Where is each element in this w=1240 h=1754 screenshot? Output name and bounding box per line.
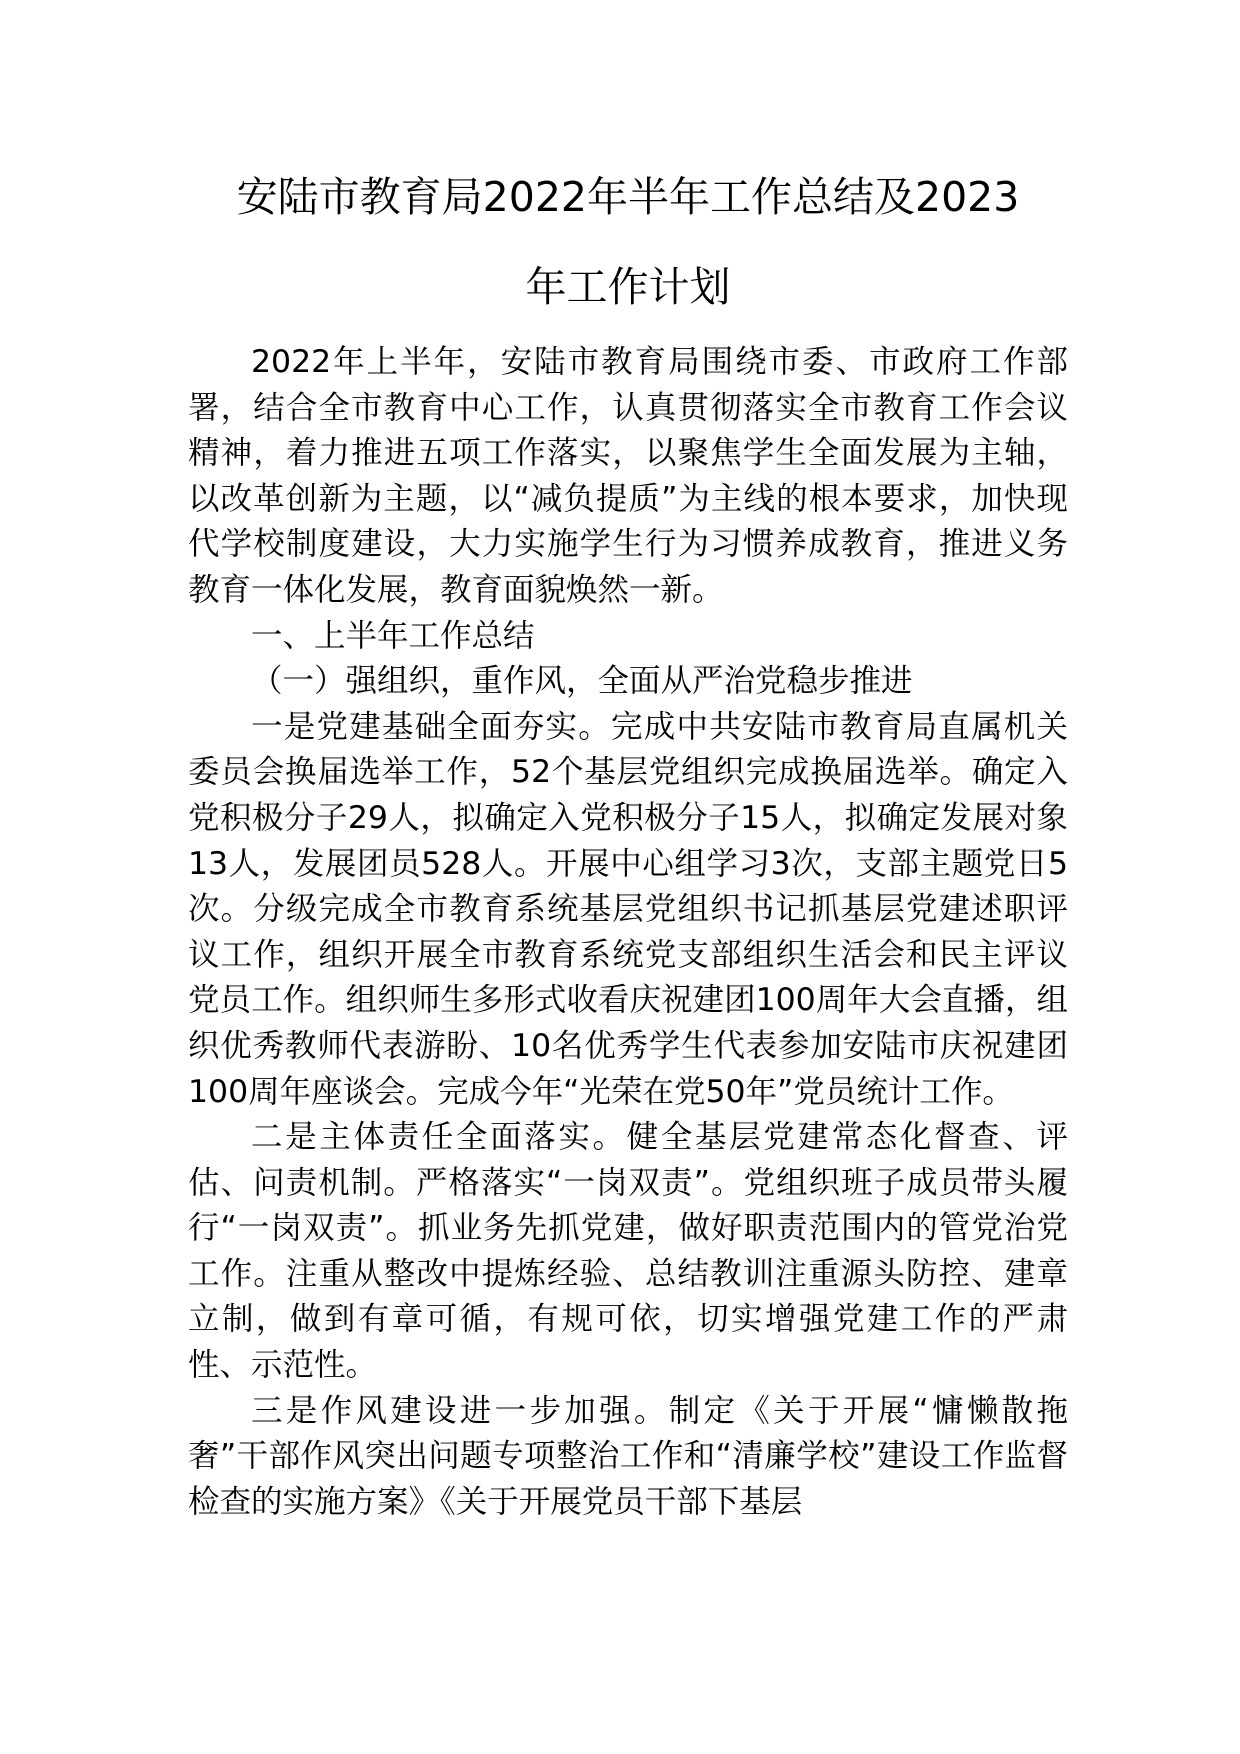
document-title (188, 152, 1068, 332)
document-body (188, 340, 1068, 1525)
intro-paragraph: 2022年上半年，安陆市教育局围绕市委、市政府工作部署，结合全市教育中心工作，认真贯彻落实全市教育工作会议精神，着力推进五项工作落实，以聚焦学生全面发展为主轴，以改革创新为主题，以“减负提质”为主线的根本要求，加快现代学校制度建设，大力实施学生行为习惯养成教育，推进义务教育一体化发展，教育面貌焕然一新。 (188, 344, 1068, 608)
body-paragraph: 三是作风建设进一步加强。制定《关于开展“慵懒散拖奢”干部作风突出问题专项整治工作和“清廉学校”建设工作监督检查的实施方案》《关于开展党员干部下基层 (188, 1392, 1068, 1520)
body-paragraph: 一是党建基础全面夯实。完成中共安陆市教育局直属机关委员会换届选举工作，52个基层党组织完成换届选举。确定入党积极分子29人，拟确定入党积极分子15人，拟确定发展对象13人，发展团员528人。开展中心组学习3次，支部主题党日5次。分级完成全市教育系统基层党组织书记抓基层党建述职评议工作，组织开展全市教育系统党支部组织生活会和民主评议党员工作。组织师生多形式收看庆祝建团100周年大会直播，组织优秀教师代表游盼、10名优秀学生代表参加安陆市庆祝建团100周年座谈会。完成今年“光荣在党50年”党员统计工作。 (188, 708, 1068, 1110)
section-heading: 一、上半年工作总结 (251, 617, 535, 654)
document-title-line-1: 安陆市教育局2022年半年工作总结及2023 (236, 173, 1020, 221)
document-page (188, 152, 1068, 1525)
body-paragraph: 二是主体责任全面落实。健全基层党建常态化督查、评估、问责机制。严格落实“一岗双责”。党组织班子成员带头履行“一岗双责”。抓业务先抓党建，做好职责范围内的管党治党工作。注重从整改中提炼经验、总结教训注重源头防控、建章立制，做到有章可循，有规可依，切实增强党建工作的严肃性、示范性。 (188, 1119, 1068, 1384)
subsection-heading: （一）强组织，重作风，全面从严治党稳步推进 (251, 663, 913, 700)
document-title-line-2: 年工作计划 (525, 263, 731, 311)
